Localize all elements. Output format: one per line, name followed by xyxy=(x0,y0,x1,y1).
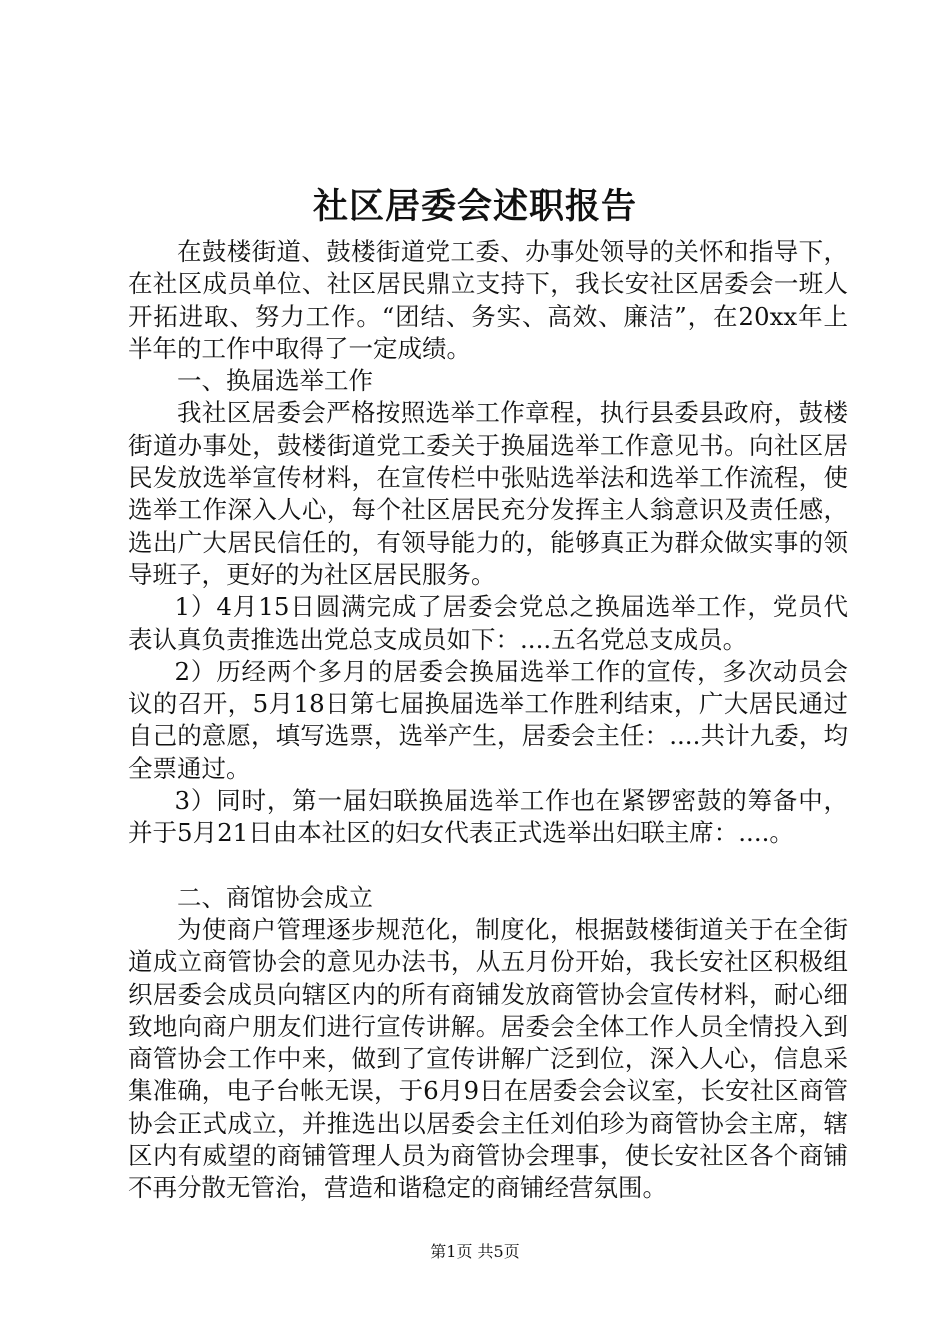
document-title: 社区居委会述职报告 xyxy=(312,186,637,227)
election-item-1: 1）4月15日圆满完成了居委会党总之换届选举工作，党员代表认真负责推选出党总支成员如下：....五名党总支成员。 xyxy=(128,592,848,654)
election-paragraph: 我社区居委会严格按照选举工作章程，执行县委县政府，鼓楼街道办事处，鼓楼街道党工委关于换届选举工作意见书。向社区居民发放选举宣传材料，在宣传栏中张贴选举法和选举工作流程，使选举工作深入人心，每个社区居民充分发挥主人翁意识及责任感，选出广大居民信任的，有领导能力的，能够真正为群众做实事的领导班子，更好的为社区居民服务。 xyxy=(128,398,848,589)
blank-line xyxy=(128,850,848,882)
election-item-3: 3）同时，第一届妇联换届选举工作也在紧锣密鼓的筹备中，并于5月21日由本社区的妇女代表正式选举出妇联主席：....。 xyxy=(128,786,848,848)
page-number-footer: 第1页 共5页 xyxy=(430,1242,520,1261)
association-paragraph: 为使商户管理逐步规范化，制度化，根据鼓楼街道关于在全街道成立商管协会的意见办法书，从五月份开始，我长安社区积极组织居委会成员向辖区内的所有商铺发放商管协会宣传材料，耐心细致地向商户朋友们进行宣传讲解。居委会全体工作人员全情投入到商管协会工作中来，做到了宣传讲解广泛到位，深入人心，信息采集准确，电子台帐无误，于6月9日在居委会会议室，长安社区商管协会正式成立，并推选出以居委会主任刘伯珍为商管协会主席，辖区内有威望的商铺管理人员为商管协会理事，使长安社区各个商铺不再分散无管治，营造和谐稳定的商铺经营氛围。 xyxy=(128,914,848,1203)
document-body xyxy=(128,236,848,1205)
section-heading-association: 二、商馆协会成立 xyxy=(177,882,373,912)
section-heading-election: 一、换届选举工作 xyxy=(177,366,373,396)
intro-paragraph: 在鼓楼街道、鼓楼街道党工委、办事处领导的关怀和指导下，在社区成员单位、社区居民鼎立支持下，我长安社区居委会一班人开拓进取、努力工作。“团结、务实、高效、廉洁”，在20xx年上半年的工作中取得了一定成绩。 xyxy=(128,237,848,363)
election-item-2: 2）历经两个多月的居委会换届选举工作的宣传，多次动员会议的召开，5月18日第七届换届选举工作胜利结束，广大居民通过自己的意愿，填写选票，选举产生，居委会主任：....共计九委，均全票通过。 xyxy=(128,656,848,783)
